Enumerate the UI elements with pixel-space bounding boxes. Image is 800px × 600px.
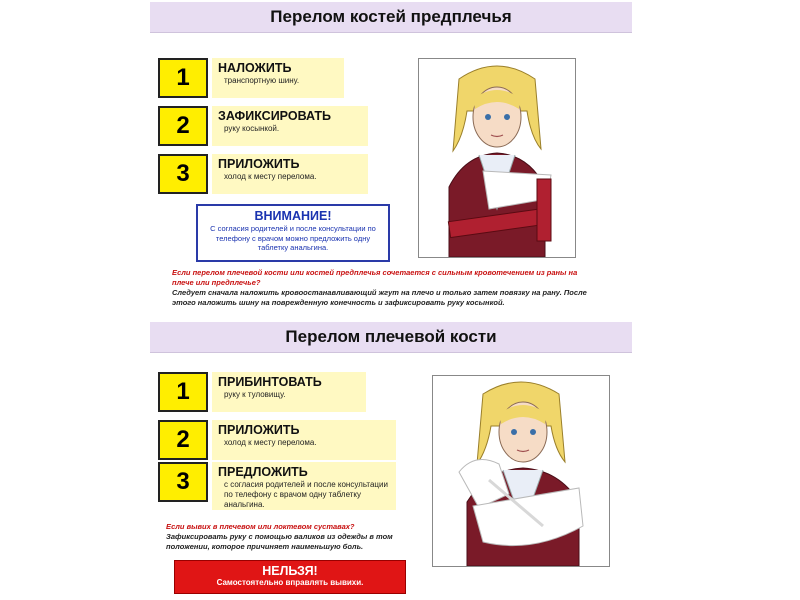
illustration-forearm-splint [418, 58, 576, 258]
step-title: ПРИЛОЖИТЬ [218, 157, 300, 171]
step-number: 1 [158, 58, 208, 98]
step-text: холод к месту перелома. [224, 438, 317, 447]
step-label [212, 372, 366, 412]
warning-box [196, 204, 390, 262]
section1-answer-note: Следует сначала наложить кровоостанавливающий жгут на плечо и только затем повязку на рану. После этого наложить шину на поврежденную конечность и зафиксировать руку косынкой. [172, 288, 587, 307]
forbidden-heading: НЕЛЬЗЯ! [262, 564, 318, 578]
section1-title: Перелом костей предплечья [270, 7, 512, 26]
forbidden-text: Самостоятельно вправлять вывихи. [216, 578, 364, 587]
step-text: руку к туловищу. [224, 390, 286, 399]
step-title: ПРИБИНТОВАТЬ [218, 375, 322, 389]
step-text: с согласия родителей и после консультации по телефону с врачом одну таблетку анальгина. [224, 480, 388, 509]
girl-forearm-splint-image [419, 59, 575, 257]
step-number: 3 [158, 154, 208, 194]
warning-text: С согласия родителей и после консультации по телефону с врачом можно предложить одну таблетку анальгина. [210, 224, 376, 252]
step-title: НАЛОЖИТЬ [218, 61, 292, 75]
step-number: 2 [158, 106, 208, 146]
section2-question-note: Если вывих в плечевом или локтевом суставах? [166, 522, 355, 531]
step-number: 1 [158, 372, 208, 412]
step-text: транспортную шину. [224, 76, 300, 85]
step-title: ПРЕДЛОЖИТЬ [218, 465, 308, 479]
girl-arm-sling-image [433, 376, 609, 566]
step-title: ПРИЛОЖИТЬ [218, 423, 300, 437]
step-label [212, 420, 396, 460]
warning-heading: ВНИМАНИЕ! [254, 209, 332, 223]
section2-title: Перелом плечевой кости [285, 327, 497, 346]
step-label [212, 106, 368, 146]
step-label [212, 58, 344, 98]
step-number: 2 [158, 420, 208, 460]
step-label [212, 154, 368, 194]
step-text: руку косынкой. [224, 124, 280, 133]
section2-answer-note: Зафиксировать руку с помощью валиков из одежды в том положении, которое причиняет наименьшую боль. [166, 532, 393, 551]
forbidden-box [174, 560, 406, 594]
illustration-humerus-sling [432, 375, 610, 567]
section1-question-note: Если перелом плечевой кости или костей предплечья сочетается с сильным кровотечением из раны на плече или предплечье? [172, 268, 578, 287]
step-title: ЗАФИКСИРОВАТЬ [218, 109, 332, 123]
step-label [212, 462, 396, 510]
step-number: 3 [158, 462, 208, 502]
section2-header [150, 322, 632, 353]
step-text: холод к месту перелома. [224, 172, 317, 181]
section1-header [150, 2, 632, 33]
